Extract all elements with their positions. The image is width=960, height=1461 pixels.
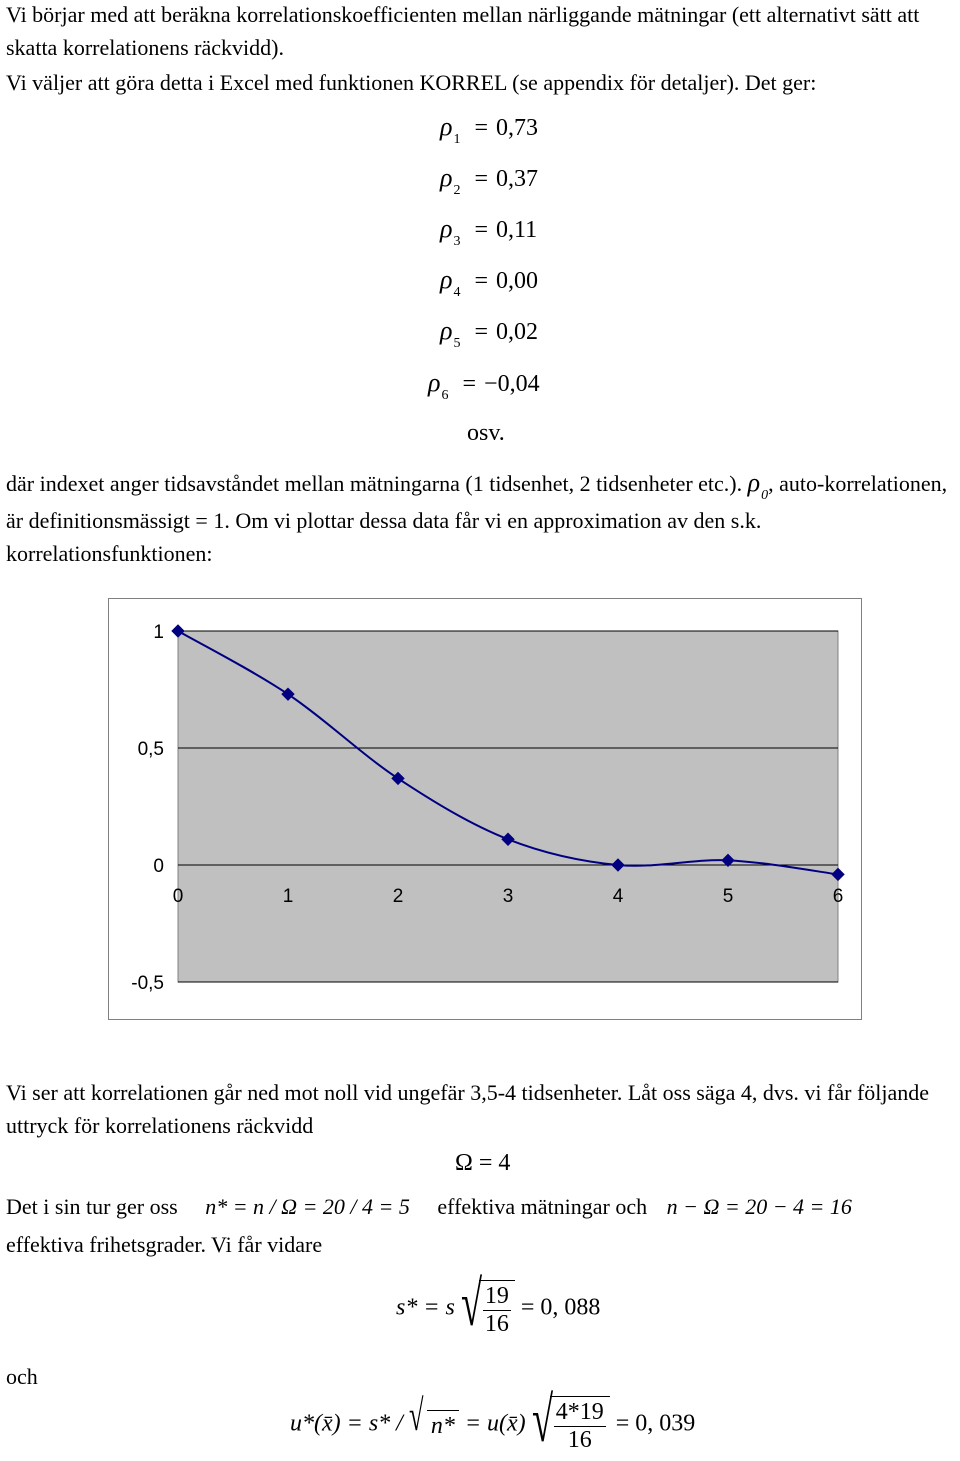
sqrt-4x19-16: √ $\frac{4*19}{16}$ bbox=[532, 1396, 610, 1454]
s-star-rhs: = 0, 088 bbox=[520, 1294, 601, 1321]
para5-third: effektiva frihetsgrader. Vi får vidare bbox=[6, 1232, 323, 1257]
equals-sign: = bbox=[474, 166, 489, 192]
omega-equation: Ω = 4 bbox=[455, 1150, 511, 1176]
y-tick-label: 0,5 bbox=[137, 739, 164, 760]
autocorrelation-paragraph bbox=[6, 466, 956, 570]
equals-sign: = bbox=[474, 319, 489, 345]
osv-text: osv. bbox=[467, 420, 505, 446]
x-tick-label: 2 bbox=[392, 886, 404, 907]
s-num: 19 bbox=[484, 1283, 509, 1309]
s-star-equation bbox=[396, 1268, 601, 1339]
rho-value: 0,73 bbox=[496, 115, 539, 141]
x-tick-label: 1 bbox=[282, 886, 294, 907]
rho-index: 2 bbox=[453, 183, 461, 198]
intro-paragraph: Vi börjar med att beräkna korrelationskoefficienten mellan närliggande mätningar (ett alternativt sätt att skatta korrelationens räckvidd). bbox=[6, 2, 920, 60]
sqrt-19-16: √ $\frac{19}{16}$ bbox=[461, 1280, 515, 1338]
rho-symbol: ρ bbox=[440, 214, 453, 243]
para5-first: Det i sin tur ger oss bbox=[6, 1194, 178, 1219]
u-den: 16 bbox=[567, 1427, 592, 1453]
rho-index: 6 bbox=[441, 388, 449, 403]
plot-area bbox=[178, 631, 838, 982]
rho-index: 1 bbox=[453, 132, 461, 147]
x-tick-label: 6 bbox=[832, 886, 844, 907]
correlation-row bbox=[440, 112, 539, 147]
rho-value: 0,37 bbox=[496, 166, 539, 192]
rho-symbol: ρ bbox=[428, 368, 441, 397]
rho-zero: $\rho_0$ bbox=[747, 468, 769, 503]
equals-sign: = bbox=[474, 268, 489, 294]
correlation-row bbox=[440, 214, 538, 249]
rho-value: 0,11 bbox=[496, 217, 538, 243]
excel-paragraph: Vi väljer att göra detta i Excel med funktionen KORREL (se appendix för detaljer). Det ger: bbox=[6, 70, 817, 95]
och-text: och bbox=[6, 1364, 38, 1389]
equals-sign: = bbox=[462, 371, 477, 397]
rho-index: 4 bbox=[453, 285, 461, 300]
correlation-chart-svg bbox=[108, 598, 862, 1020]
x-tick-label: 3 bbox=[502, 886, 514, 907]
y-tick-label: 0 bbox=[153, 856, 164, 877]
equals-sign: = bbox=[474, 217, 489, 243]
s-star-lhs: s* = s bbox=[396, 1294, 455, 1321]
rho-index: 3 bbox=[453, 234, 461, 249]
correlation-row bbox=[440, 265, 539, 300]
para5-second: effektiva mätningar och bbox=[437, 1194, 648, 1219]
correlation-chart bbox=[108, 598, 862, 1020]
y-tick-label: 1 bbox=[153, 622, 164, 643]
correlation-row bbox=[428, 368, 540, 403]
sqrt-n-star: √ n* bbox=[409, 1410, 459, 1440]
rho-symbol: ρ bbox=[440, 163, 453, 192]
x-tick-label: 4 bbox=[612, 886, 624, 907]
u-star-lhs: u*(x̄) = s* / bbox=[290, 1410, 409, 1437]
u-star-equation bbox=[290, 1384, 696, 1455]
equals-sign: = bbox=[474, 115, 489, 141]
effective-paragraph bbox=[6, 1194, 852, 1220]
dof-equation: n − Ω = 20 − 4 = 16 bbox=[666, 1194, 852, 1219]
rho-index: 5 bbox=[453, 336, 461, 351]
u-num: 4*19 bbox=[555, 1399, 604, 1425]
correlation-row bbox=[440, 316, 539, 351]
rho-value: 0,00 bbox=[496, 268, 539, 294]
x-tick-label: 5 bbox=[722, 886, 734, 907]
rho-symbol: ρ bbox=[440, 112, 453, 141]
rho-symbol: ρ bbox=[440, 265, 453, 294]
rho-value: −0,04 bbox=[484, 371, 540, 397]
n-star-equation: n* = n / Ω = 20 / 4 = 5 bbox=[205, 1194, 410, 1219]
y-tick-label: -0,5 bbox=[131, 973, 164, 994]
correlation-row bbox=[440, 163, 539, 198]
para3-first: där indexet anger tidsavståndet mellan mätningarna (1 tidsenhet, 2 tidsenheter etc.). bbox=[6, 471, 743, 496]
para3-second: , auto-korrelationen, är definitionsmässigt = 1. Om vi plottar dessa data får vi en approximation av den s.k. korrelationsfunktionen: bbox=[6, 471, 948, 566]
rho-symbol: ρ bbox=[440, 316, 453, 345]
conclusion-paragraph: Vi ser att korrelationen går ned mot noll vid ungefär 3,5-4 tidsenheter. Låt oss säga 4, dvs. vi får följande uttryck för korrelationens räckvidd bbox=[6, 1080, 930, 1138]
u-mid: = u(x̄) bbox=[464, 1410, 526, 1437]
x-tick-label: 0 bbox=[172, 886, 184, 907]
s-den: 16 bbox=[484, 1311, 509, 1337]
rho-value: 0,02 bbox=[496, 319, 539, 345]
u-star-rhs: = 0, 039 bbox=[615, 1410, 696, 1437]
u-sqrt-n: n* bbox=[427, 1410, 459, 1440]
